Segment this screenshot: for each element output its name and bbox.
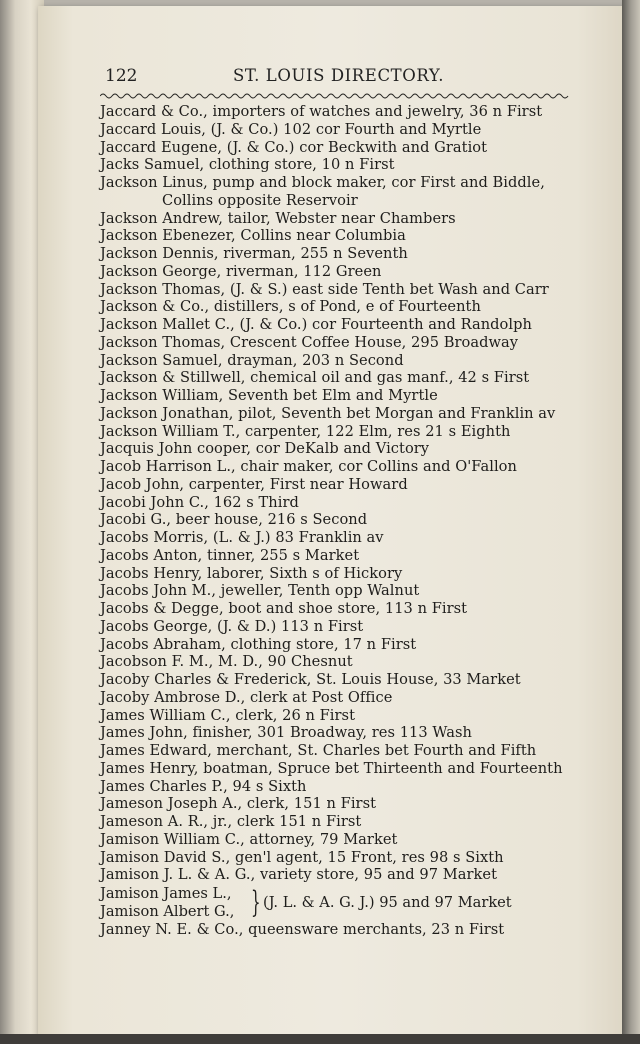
directory-entry: Jackson Thomas, Crescent Coffee House, 295 Broadway: [100, 333, 519, 351]
directory-entry: Jaccard Louis, (J. & Co.) 102 cor Fourth and Myrtle: [100, 120, 482, 138]
directory-entry: Jacoby Ambrose D., clerk at Post Office: [100, 688, 393, 706]
directory-entry: James Edward, merchant, St. Charles bet Fourth and Fifth: [100, 742, 537, 759]
directory-entry: Jacobi G., beer house, 216 s Second: [100, 511, 368, 529]
directory-entry: Jacobs George, (J. & D.) 113 n First: [100, 617, 364, 635]
directory-entry: Jameson Joseph A., clerk, 151 n First: [100, 795, 377, 813]
bottom-edge: [0, 1034, 640, 1044]
directory-entry: Jacobson F. M., M. D., 90 Chesnut: [100, 653, 353, 671]
directory-entry: Jackson & Co., distillers, s of Pond, e of Fourteenth: [100, 298, 481, 316]
directory-entry: Jackson William, Seventh bet Elm and Myrtle: [100, 387, 438, 404]
directory-entry: James William C., clerk, 26 n First: [100, 706, 356, 724]
wavy-rule: [100, 92, 570, 100]
directory-entry: Jaccard Eugene, (J. & Co.) cor Beckwith and Gratiot: [100, 138, 488, 156]
directory-entry: Jacks Samuel, clothing store, 10 n First: [100, 156, 395, 174]
directory-entry: Jacobs Morris, (L. & J.) 83 Franklin av: [100, 529, 384, 546]
directory-entry: Jamison David S., gen'l agent, 15 Front, res 98 s Sixth: [100, 848, 504, 866]
directory-entry: Janney N. E. & Co., queensware merchants, 23 n First: [100, 921, 505, 938]
directory-entry-continuation: Collins opposite Reservoir: [162, 191, 358, 209]
bracketed-entry: [100, 885, 580, 921]
directory-entry: Jamison J. L. & A. G., variety store, 95 and 97 Market: [100, 866, 498, 884]
page-header: [100, 66, 572, 92]
directory-entry: Jaccard & Co., importers of watches and jewelry, 36 n First: [100, 103, 543, 120]
directory-entry: Jackson William T., carpenter, 122 Elm, res 21 s Eighth: [100, 422, 511, 440]
directory-entry: Jacob Harrison L., chair maker, cor Collins and O'Fallon: [100, 458, 517, 475]
directory-entry: James John, finisher, 301 Broadway, res 113 Wash: [100, 724, 472, 742]
directory-entry: James Henry, boatman, Spruce bet Thirteenth and Fourteenth: [100, 759, 563, 777]
directory-entry: Jacoby Charles & Frederick, St. Louis House, 33 Market: [100, 671, 521, 688]
directory-entry: Jacobs & Degge, boot and shoe store, 113 n First: [100, 600, 468, 617]
directory-entry: Jackson & Stillwell, chemical oil and gas manf., 42 s First: [100, 369, 530, 387]
directory-entry: Jacobs Anton, tinner, 255 s Market: [100, 546, 360, 564]
page-edge: [622, 0, 640, 1044]
directory-entry: Jackson Ebenezer, Collins near Columbia: [100, 227, 406, 245]
page-number: 122: [105, 66, 138, 86]
bracketed-shared-text: (J. L. & A. G. J.) 95 and 97 Market: [263, 894, 512, 911]
directory-entry: Jacobs Abraham, clothing store, 17 n First: [100, 635, 417, 653]
directory-entries: [100, 103, 580, 939]
directory-entry: Jackson George, riverman, 112 Green: [100, 262, 382, 280]
directory-entry: Jackson Thomas, (J. & S.) east side Tenth bet Wash and Carr: [100, 280, 549, 298]
directory-entry: Jacquis John cooper, cor DeKalb and Victory: [100, 440, 430, 458]
directory-entry: Jackson Dennis, riverman, 255 n Seventh: [100, 245, 408, 262]
directory-entry: Jackson Samuel, drayman, 203 n Second: [100, 351, 404, 369]
directory-entry: James Charles P., 94 s Sixth: [100, 777, 307, 795]
directory-entry: Jackson Jonathan, pilot, Seventh bet Morgan and Franklin av: [100, 404, 556, 422]
directory-entry: Jackson Mallet C., (J. & Co.) cor Fourteenth and Randolph: [100, 316, 532, 333]
directory-entry: Jacobs John M., jeweller, Tenth opp Walnut: [100, 582, 420, 600]
directory-entry: Jacobs Henry, laborer, Sixth s of Hickory: [100, 564, 403, 582]
curly-brace-icon: }: [251, 885, 261, 920]
directory-entry: Jacob John, carpenter, First near Howard: [100, 475, 408, 493]
bracketed-name: Jamison Albert G.,: [100, 902, 235, 920]
bracketed-name: Jamison James L.,: [100, 885, 232, 902]
directory-entry: Jackson Andrew, tailor, Webster near Chambers: [100, 209, 456, 227]
directory-entry: Jackson Linus, pump and block maker, cor First and Biddle,: [100, 174, 545, 191]
directory-entry: Jamison William C., attorney, 79 Market: [100, 830, 398, 848]
running-head: ST. LOUIS DIRECTORY.: [233, 66, 445, 85]
directory-entry: Jacobi John C., 162 s Third: [100, 493, 299, 511]
directory-entry: Jameson A. R., jr., clerk 151 n First: [100, 813, 362, 830]
